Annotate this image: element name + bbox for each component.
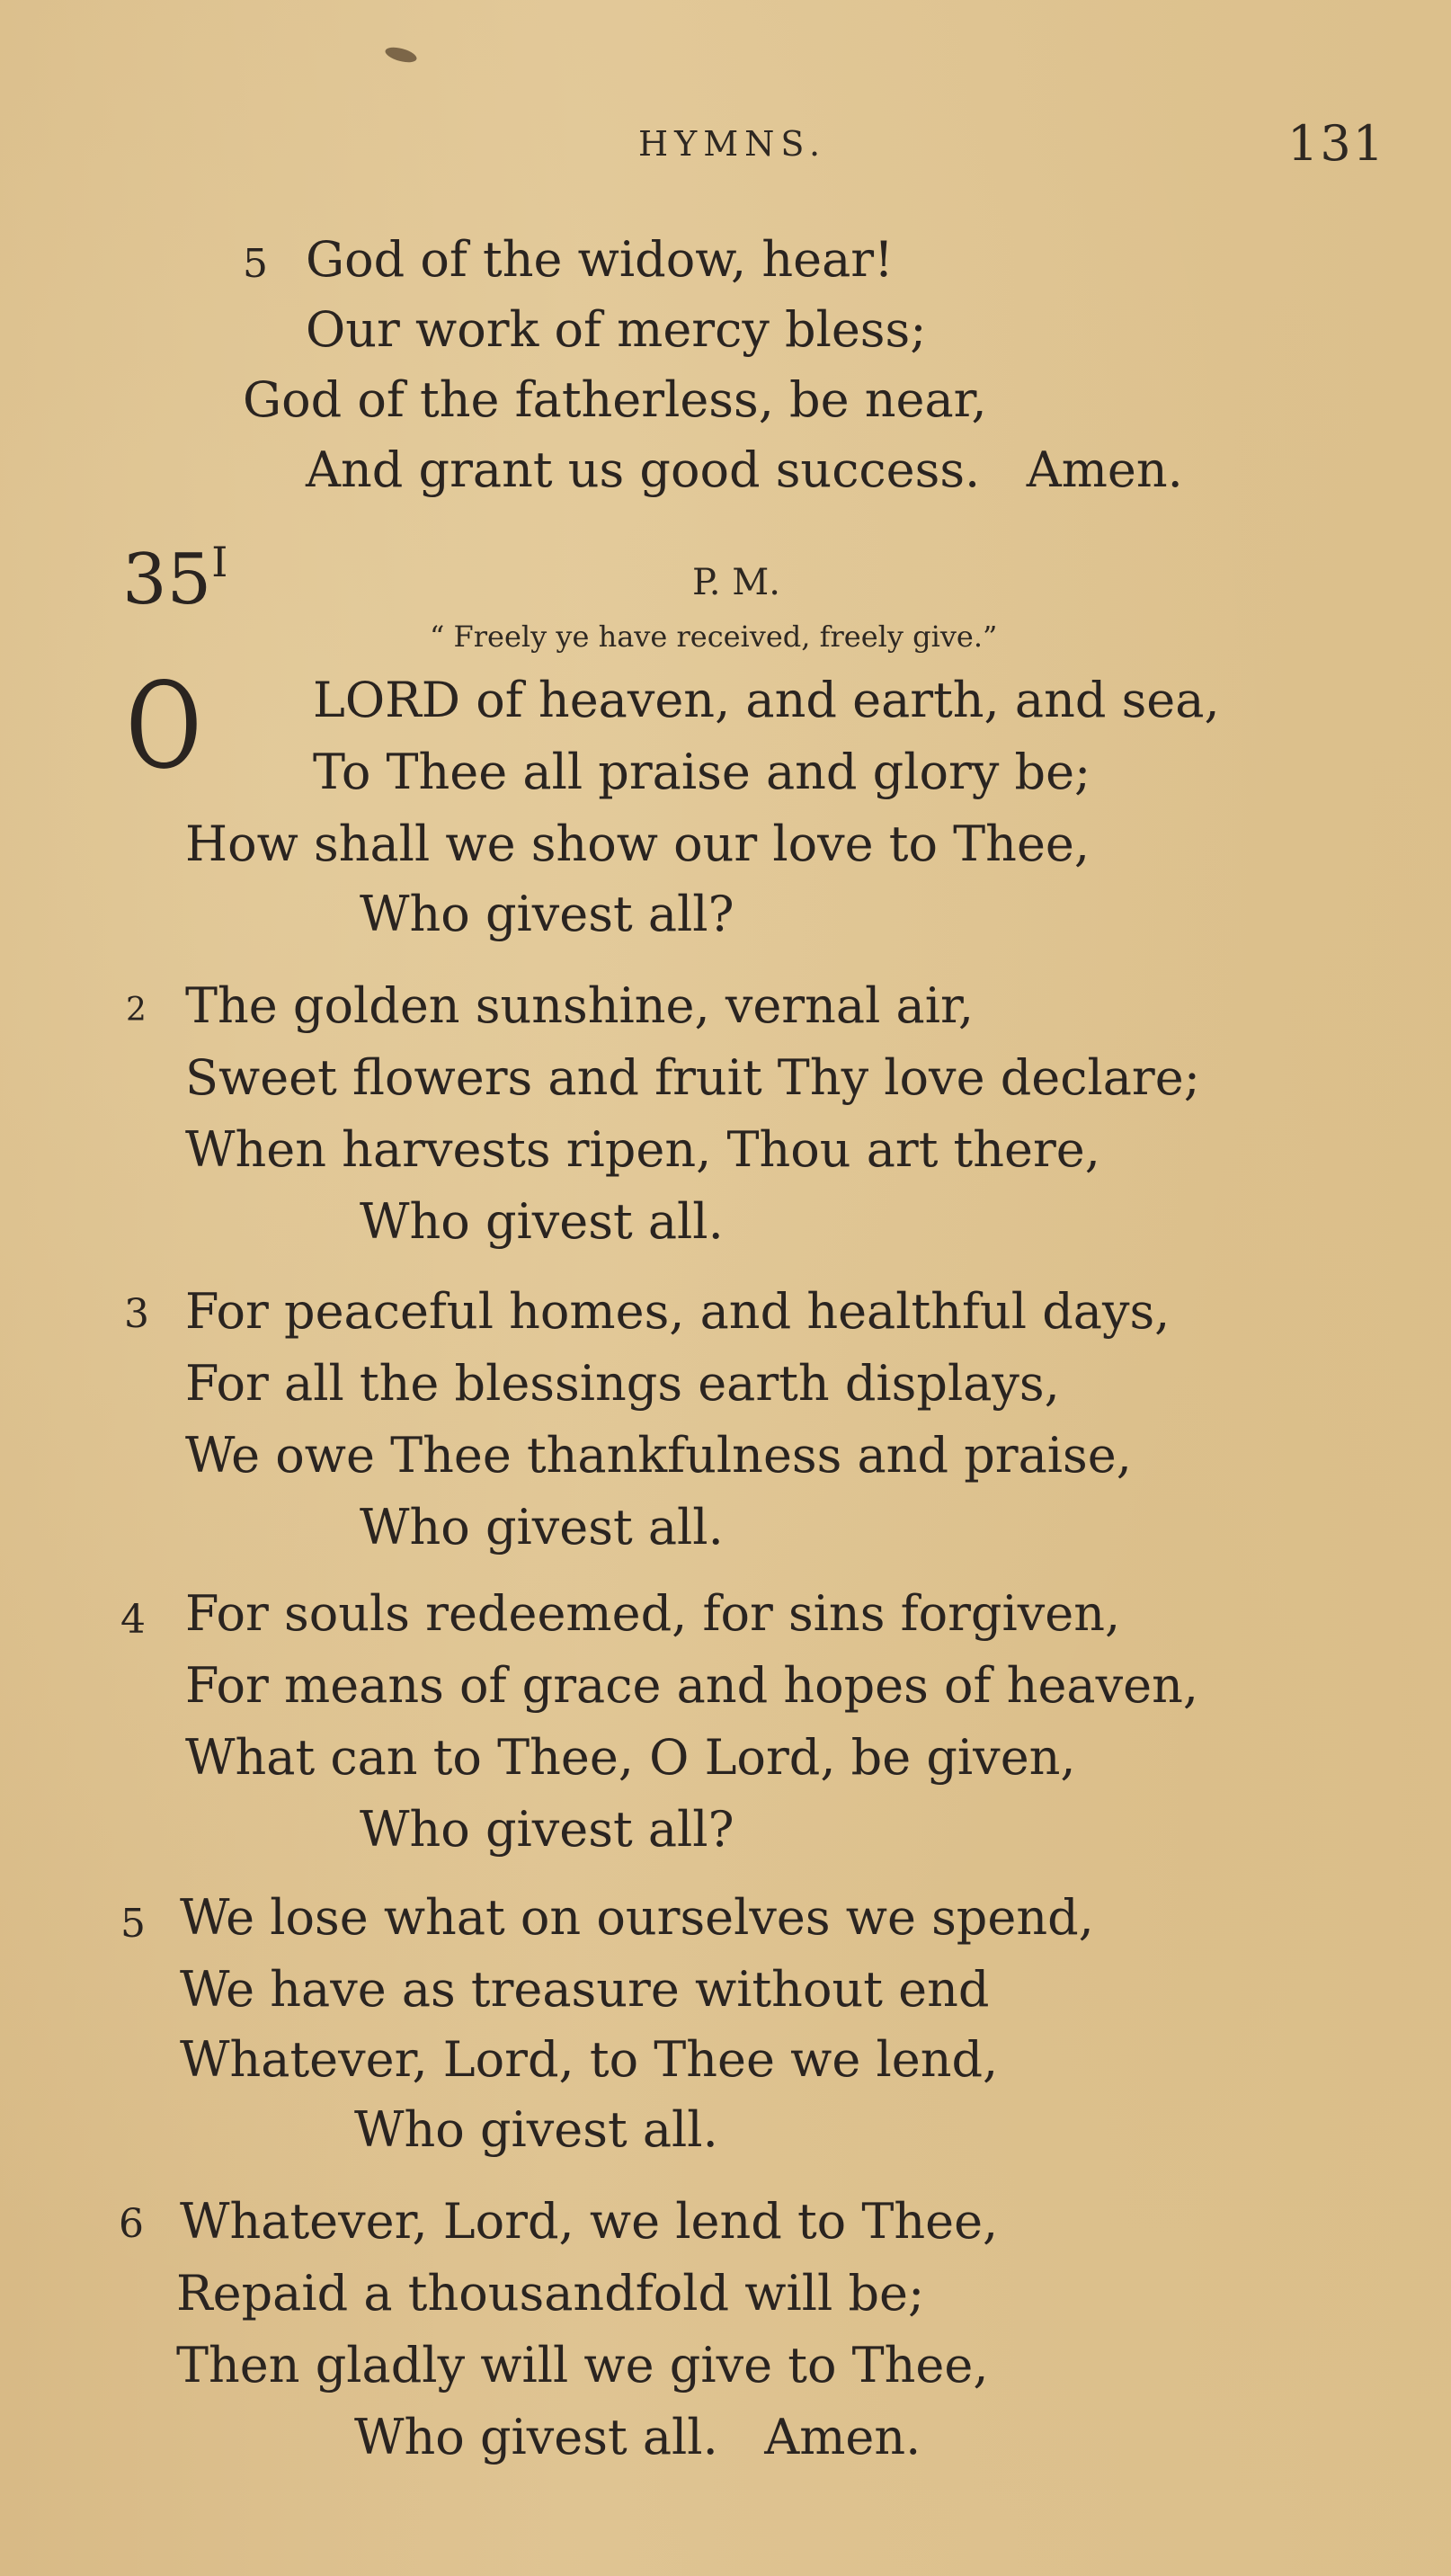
verse-line: Then gladly will we give to Thee,	[176, 2337, 989, 2393]
verse-line: Repaid a thousandfold will be;	[176, 2265, 925, 2322]
hymn-number-main: 35	[122, 539, 212, 620]
verse-line: Who givest all.	[360, 1193, 724, 1250]
verse-line: Sweet flowers and fruit Thy love declare;	[185, 1049, 1200, 1106]
verse-line: Whatever, Lord, we lend to Thee,	[180, 2193, 999, 2250]
verse-line: The golden sunshine, vernal air,	[185, 977, 975, 1034]
hymn-number	[122, 538, 228, 620]
verse-line: We lose what on ourselves we spend,	[180, 1889, 1094, 1946]
verse-line: Who givest all.	[360, 1499, 724, 1555]
verse-line: We owe Thee thankfulness and praise,	[185, 1427, 1132, 1484]
hymn-number-suffix: I	[211, 538, 228, 586]
verse-line: LORD of heaven, and earth, and sea,	[313, 672, 1220, 728]
verse-line: Who givest all?	[360, 886, 734, 942]
stanza-number: 3	[124, 1291, 149, 1337]
verse-line: Who givest all. Amen.	[354, 2409, 921, 2465]
verse-line: For all the blessings earth displays,	[185, 1355, 1060, 1412]
stanza-number: 5	[120, 1901, 146, 1947]
verse-line: Whatever, Lord, to Thee we lend,	[180, 2031, 999, 2088]
stanza-number: 5	[243, 241, 268, 287]
verse-line: Who givest all.	[354, 2101, 718, 2158]
hymn-meter: P. M.	[692, 562, 780, 603]
verse-line: For peaceful homes, and healthful days,	[185, 1283, 1171, 1340]
verse-line: Who givest all?	[360, 1801, 734, 1858]
verse-line: How shall we show our love to Thee,	[185, 816, 1090, 872]
verse-line: And grant us good success. Amen.	[306, 441, 1183, 498]
drop-cap: O	[126, 657, 202, 796]
verse-line: Our work of mercy bless;	[306, 301, 927, 358]
stanza-number: 4	[120, 1597, 146, 1643]
verse-line: When harvests ripen, Thou art there,	[185, 1121, 1100, 1178]
verse-line: For means of grace and hopes of heaven,	[185, 1657, 1199, 1714]
page-number: 131	[1287, 115, 1386, 172]
verse-line: For souls redeemed, for sins forgiven,	[185, 1585, 1121, 1642]
hymn-epigraph: “ Freely ye have received, freely give.”	[430, 619, 998, 654]
verse-line: God of the fatherless, be near,	[243, 371, 987, 428]
verse-line: What can to Thee, O Lord, be given,	[185, 1729, 1076, 1786]
ink-smudge	[384, 45, 418, 66]
running-head: HYMNS.	[638, 124, 827, 164]
stanza-number: 2	[126, 992, 147, 1029]
verse-line: We have as treasure without end	[180, 1961, 990, 2018]
verse-line: God of the widow, hear!	[306, 231, 894, 288]
verse-line: To Thee all praise and glory be;	[313, 744, 1091, 800]
stanza-number: 6	[119, 2201, 144, 2247]
